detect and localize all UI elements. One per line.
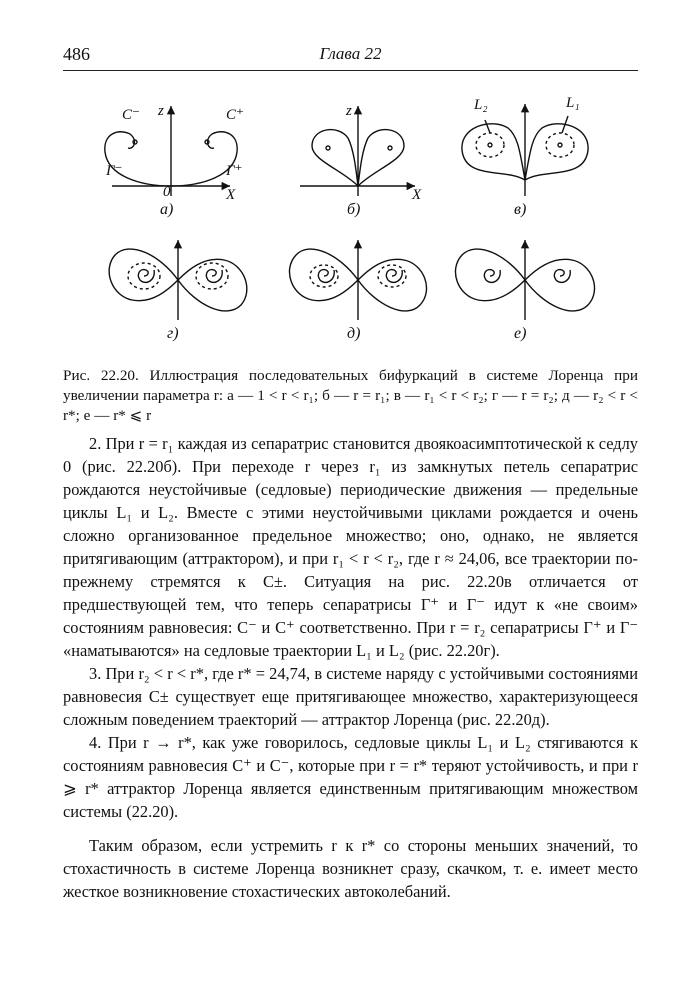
paragraph-3: 3. При r₂ < r < r*, где r* = 24,74, в системе наряду с устойчивыми состояниями равновесия C± существует еще притягивающее множество, характеризующееся сложным поведением траекторий — аттрактор Лоренца (рис. 22.20д). bbox=[63, 664, 638, 729]
figure-22-20 bbox=[60, 90, 640, 360]
page-header bbox=[63, 44, 638, 70]
paragraph-2: 2. При r = r₁ каждая из сепаратрис становится двоякоасимптотической к седлу 0 (рис. 22.20б). При переходе r через r₁ из замкнутых петель сепаратрис рождаются неустойчивые (седловые) периодические движения — предельные циклы L₁ и L₂. Вместе с этими неустойчивыми циклами рождается и очень сложно организованное предельное множество; оно, однако, не является притягивающим (аттрактором), и при r₁ < r < r₂, где r ≈ 24,06, все траектории по-прежнему стремятся к C±. Ситуация на рис. 22.20в отличается от предшествующей тем, что теперь сепаратрисы Γ⁺ и Γ⁻ идут к «не своим» состояниям равновесия: C⁻ и C⁺ соответственно. При r = r₂ сепаратрисы Γ⁺ и Γ⁻ «наматываются» на седловые траектории L₁ и L₂ (рис. 22.20г). bbox=[63, 434, 638, 660]
label-gamma-plus: Γ⁺ bbox=[226, 163, 243, 179]
figure-caption: Рис. 22.20. Иллюстрация последовательных бифуркаций в системе Лоренца при увеличении параметра r: а — 1 < r < r₁; б — r = r₁; в — r₁ < r < r₂; г — r = r₂; д — r₂ < r < r*; е — r* ⩽ r bbox=[63, 367, 638, 424]
caption-d: д) bbox=[347, 325, 361, 342]
label-z-a: z bbox=[158, 103, 164, 119]
label-c-minus: C⁻ bbox=[122, 107, 140, 123]
caption-e: е) bbox=[514, 325, 527, 342]
page-number: 486 bbox=[63, 44, 90, 64]
header-rule bbox=[63, 70, 638, 71]
panel-v-diagram bbox=[462, 104, 588, 196]
caption-g: г) bbox=[167, 325, 179, 342]
label-l1: L₁ bbox=[566, 95, 580, 111]
panel-e-diagram bbox=[455, 240, 594, 320]
bifurcation-diagrams bbox=[60, 90, 640, 360]
chapter-title: Глава 22 bbox=[319, 44, 382, 63]
label-x-b: X bbox=[412, 187, 422, 203]
label-origin: 0 bbox=[163, 184, 171, 200]
panel-b-diagram bbox=[300, 103, 415, 196]
paragraph-4: 4. При r → r*, как уже говорилось, седловые циклы L₁ и L₂ стягиваются к состояниям равновесия C⁺ и C⁻, которые при r = r* теряют устойчивость, и при r ⩾ r* аттрактор Лоренца является единственным притягивающим множеством системы (22.20). bbox=[63, 733, 638, 821]
label-gamma-minus: Γ⁻ bbox=[106, 163, 123, 179]
panel-g-diagram bbox=[109, 240, 247, 320]
caption-a: а) bbox=[160, 201, 174, 218]
body-text bbox=[63, 432, 638, 903]
label-x-a: X bbox=[226, 187, 236, 203]
caption-b: б) bbox=[347, 201, 361, 218]
label-c-plus: C⁺ bbox=[226, 107, 244, 123]
label-z-b: z bbox=[346, 103, 352, 119]
caption-v: в) bbox=[514, 201, 527, 218]
label-l2: L₂ bbox=[474, 97, 488, 113]
panel-d-diagram bbox=[289, 240, 426, 320]
paragraph-conclusion: Таким образом, если устремить r к r* со стороны меньших значений, то стохастичность в системе Лоренца возникнет сразу, скачком, т. е. имеет место жесткое возникновение стохастических автоколебаний. bbox=[63, 836, 638, 901]
